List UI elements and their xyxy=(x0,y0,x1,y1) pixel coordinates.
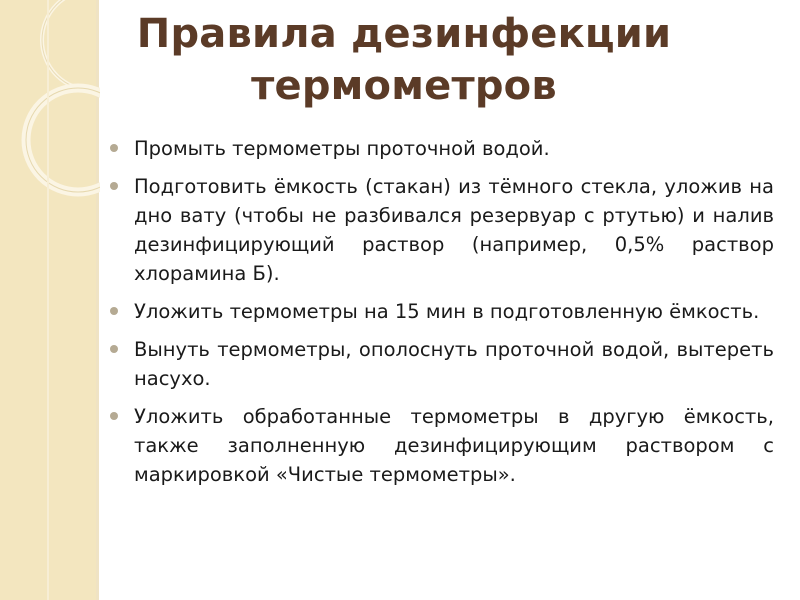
bullet-icon xyxy=(110,144,118,152)
bullet-list xyxy=(108,134,774,498)
list-item-text: Вынуть термометры, ополоснуть проточной водой, вытереть насухо. xyxy=(134,338,774,390)
decorative-circles xyxy=(0,0,100,600)
bullet-icon xyxy=(110,307,118,315)
list-item-text: Уложить обработанные термометры в другую ёмкость, также заполненную дезинфицирующим раствором с маркировкой «Чистые термометры». xyxy=(134,405,774,486)
list-item-text: Уложить термометры на 15 мин в подготовленную ёмкость. xyxy=(134,300,760,323)
bullet-icon xyxy=(110,182,118,190)
bullet-icon xyxy=(110,412,118,420)
slide-title xyxy=(99,8,709,112)
list-item-text: Подготовить ёмкость (стакан) из тёмного стекла, уложив на дно вату (чтобы не разбивался резервуар с ртутью) и налив дезинфицирующий раствор (например, 0,5% раствор хлорамина Б). xyxy=(134,175,774,285)
slide-title-line-2: термометров xyxy=(251,63,557,109)
list-item xyxy=(108,172,774,288)
list-item xyxy=(108,402,774,489)
bullet-icon xyxy=(110,345,118,353)
slide-title-line-1: Правила дезинфекции xyxy=(136,11,672,57)
list-item xyxy=(108,297,774,326)
list-item xyxy=(108,134,774,163)
list-item-text: Промыть термометры проточной водой. xyxy=(134,137,550,160)
list-item xyxy=(108,335,774,393)
